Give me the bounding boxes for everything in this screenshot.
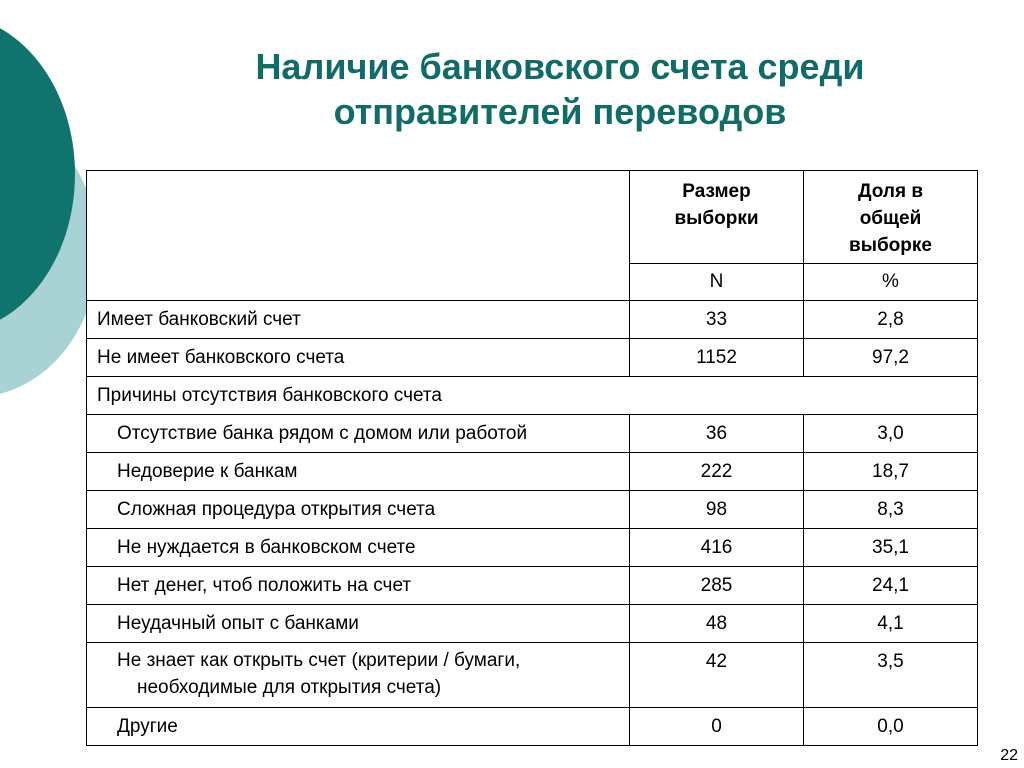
header-share xyxy=(804,171,978,264)
table-row xyxy=(87,643,978,708)
header-sample-size xyxy=(630,171,804,264)
header-share-line-2: общей xyxy=(859,208,922,229)
reason-n: 222 xyxy=(630,453,804,491)
table-row xyxy=(87,453,978,491)
reason-pct: 4,1 xyxy=(804,605,978,643)
row-pct: 97,2 xyxy=(804,339,978,377)
row-n: 33 xyxy=(630,301,804,339)
header-sample-size-line-2: выборки xyxy=(674,208,759,229)
reason-label: Отсутствие банка рядом с домом или работой xyxy=(87,415,630,453)
table-row xyxy=(87,567,978,605)
row-label: Не имеет банковского счета xyxy=(87,339,630,377)
reason-label: Сложная процедура открытия счета xyxy=(87,491,630,529)
row-pct: 2,8 xyxy=(804,301,978,339)
reason-label-line-2: необходимые для открытия счета) xyxy=(137,677,442,698)
header-share-line-3: выборке xyxy=(849,235,932,256)
row-n: 1152 xyxy=(630,339,804,377)
unit-n: N xyxy=(630,264,804,301)
reason-label: Другие xyxy=(87,708,630,746)
reason-label: Не нуждается в банковском счете xyxy=(87,529,630,567)
row-label: Имеет банковский счет xyxy=(87,301,630,339)
reason-pct: 8,3 xyxy=(804,491,978,529)
table-row xyxy=(87,529,978,567)
reason-n: 285 xyxy=(630,567,804,605)
header-empty-cell xyxy=(87,171,630,301)
reason-label: Неудачный опыт с банками xyxy=(87,605,630,643)
reason-n: 0 xyxy=(630,708,804,746)
reason-pct: 18,7 xyxy=(804,453,978,491)
reason-n: 416 xyxy=(630,529,804,567)
slide-title-line-2: отправителей переводов xyxy=(333,91,787,132)
reason-label: Нет денег, чтоб положить на счет xyxy=(87,567,630,605)
reason-pct: 3,0 xyxy=(804,415,978,453)
reason-label-line-1: Не знает как открыть счет (критерии / бумаги, xyxy=(117,650,521,671)
table-row xyxy=(87,339,978,377)
reason-label: Недоверие к банкам xyxy=(87,453,630,491)
reason-pct: 3,5 xyxy=(804,643,978,708)
reason-pct: 0,0 xyxy=(804,708,978,746)
slide-title xyxy=(130,44,990,134)
reason-n: 98 xyxy=(630,491,804,529)
reason-n: 48 xyxy=(630,605,804,643)
reason-n: 36 xyxy=(630,415,804,453)
header-share-line-1: Доля в xyxy=(857,181,923,202)
section-label: Причины отсутствия банковского счета xyxy=(87,377,978,415)
reason-pct: 35,1 xyxy=(804,529,978,567)
reason-label xyxy=(87,643,630,708)
reason-n: 42 xyxy=(630,643,804,708)
reason-pct: 24,1 xyxy=(804,567,978,605)
page-number: 22 xyxy=(1000,747,1018,764)
table-header-row xyxy=(87,171,978,264)
table-row xyxy=(87,415,978,453)
table-row xyxy=(87,708,978,746)
table-row xyxy=(87,605,978,643)
header-sample-size-line-1: Размер xyxy=(682,181,751,202)
table-row xyxy=(87,491,978,529)
section-row xyxy=(87,377,978,415)
unit-percent: % xyxy=(804,264,978,301)
slide-title-line-1: Наличие банковского счета среди xyxy=(255,46,865,87)
bank-account-table xyxy=(86,170,978,746)
table-row xyxy=(87,301,978,339)
